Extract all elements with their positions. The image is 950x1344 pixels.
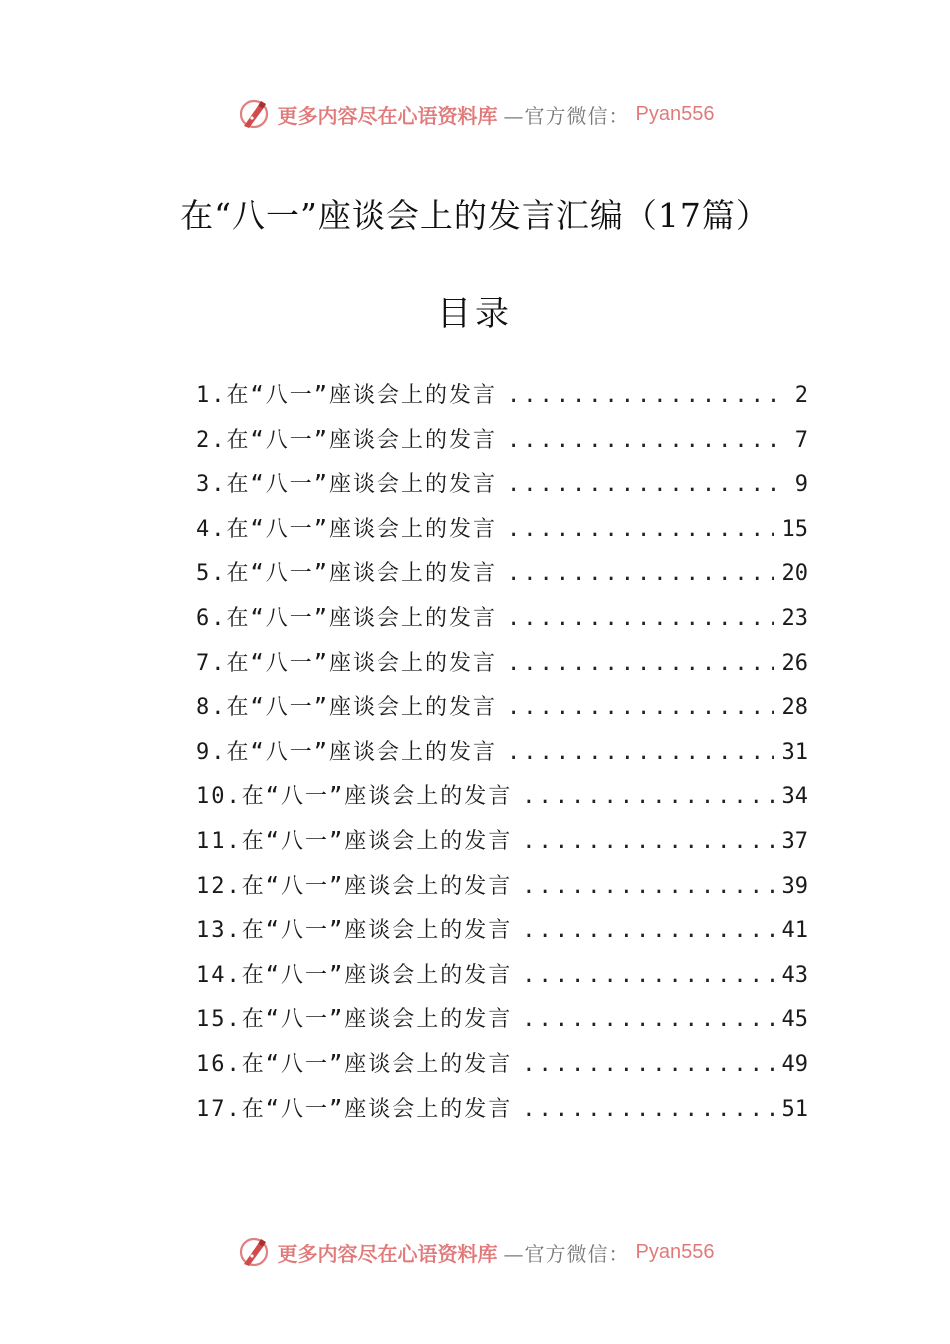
document-title: 在“八一”座谈会上的发言汇编（17篇） — [180, 196, 770, 235]
toc-entry-page: 39 — [781, 873, 808, 899]
toc-entry-page: 31 — [781, 739, 808, 765]
toc-entry-label: 17.在“八一”座谈会上的发言 — [196, 1096, 513, 1122]
footer-watermark — [0, 1234, 950, 1270]
toc-entry-label: 13.在“八一”座谈会上的发言 — [196, 918, 513, 944]
toc-leader-dots — [507, 740, 774, 765]
toc-entry[interactable] — [196, 869, 808, 914]
toc-entry[interactable] — [196, 1002, 808, 1047]
toc-leader-dots — [507, 651, 774, 676]
toc-entry-page: 23 — [781, 605, 808, 631]
toc-entry[interactable] — [196, 824, 808, 869]
toc-leader-dots — [522, 784, 773, 809]
toc-entry[interactable] — [196, 913, 808, 958]
fountain-pen-logo-icon — [236, 96, 272, 132]
toc-entry-label: 10.在“八一”座谈会上的发言 — [196, 784, 513, 810]
toc-entry-label: 1.在“八一”座谈会上的发言 — [196, 383, 497, 408]
toc-leader-dots — [522, 1052, 773, 1077]
toc-leader-dots — [507, 606, 774, 631]
toc-entry-page: 2 — [794, 383, 808, 408]
toc-entry-label: 2.在“八一”座谈会上的发言 — [196, 427, 497, 453]
toc-entry-label: 14.在“八一”座谈会上的发言 — [196, 962, 513, 988]
watermark-dash-text: —官方微信： — [503, 1241, 630, 1266]
toc-leader-dots — [522, 829, 773, 854]
toc-leader-dots — [507, 695, 774, 720]
toc-entry[interactable] — [196, 735, 808, 780]
toc-entry-label: 7.在“八一”座谈会上的发言 — [196, 650, 497, 676]
toc-entry[interactable] — [196, 423, 808, 468]
toc-entry-page: 7 — [794, 427, 808, 453]
toc-entry-page: 41 — [781, 918, 808, 944]
toc-leader-dots — [507, 472, 776, 497]
toc-entry-page: 49 — [781, 1051, 808, 1077]
watermark-id-text: Pyan556 — [635, 1240, 715, 1263]
toc-leader-dots — [507, 517, 774, 542]
toc-entry-page: 26 — [781, 650, 808, 676]
watermark-id-text: Pyan556 — [635, 102, 715, 125]
header-watermark — [0, 96, 950, 132]
watermark-main-text: 更多内容尽在心语资料库 — [277, 103, 498, 128]
toc-entry-page: 15 — [781, 516, 808, 542]
toc-entry-label: 5.在“八一”座谈会上的发言 — [196, 561, 497, 587]
toc-entry-page: 34 — [781, 784, 808, 810]
table-of-contents — [196, 378, 808, 1136]
toc-leader-dots — [507, 428, 776, 453]
toc-entry[interactable] — [196, 646, 808, 691]
toc-entry[interactable] — [196, 467, 808, 512]
toc-entry[interactable] — [196, 512, 808, 557]
toc-entry-label: 16.在“八一”座谈会上的发言 — [196, 1051, 513, 1077]
toc-entry-page: 9 — [794, 472, 808, 498]
toc-entry[interactable] — [196, 1092, 808, 1137]
toc-entry[interactable] — [196, 1047, 808, 1092]
watermark-main-text: 更多内容尽在心语资料库 — [277, 1241, 498, 1266]
toc-entry-label: 3.在“八一”座谈会上的发言 — [196, 472, 497, 498]
toc-entry-label: 4.在“八一”座谈会上的发言 — [196, 516, 497, 542]
toc-entry-page: 37 — [781, 828, 808, 854]
toc-entry[interactable] — [196, 958, 808, 1003]
toc-entry-page: 20 — [781, 561, 808, 587]
toc-entry-label: 11.在“八一”座谈会上的发言 — [196, 828, 513, 854]
toc-entry-label: 12.在“八一”座谈会上的发言 — [196, 873, 513, 899]
toc-entry-page: 45 — [781, 1007, 808, 1033]
toc-leader-dots — [522, 963, 773, 988]
toc-heading: 目录 — [437, 294, 513, 334]
toc-entry-page: 43 — [781, 962, 808, 988]
toc-entry[interactable] — [196, 556, 808, 601]
toc-entry-label: 6.在“八一”座谈会上的发言 — [196, 605, 497, 631]
toc-entry[interactable] — [196, 779, 808, 824]
toc-entry-label: 9.在“八一”座谈会上的发言 — [196, 739, 497, 765]
fountain-pen-logo-icon — [236, 1234, 272, 1270]
toc-entry-label: 15.在“八一”座谈会上的发言 — [196, 1007, 513, 1033]
toc-entry-page: 51 — [781, 1096, 808, 1122]
toc-entry-page: 28 — [781, 695, 808, 721]
toc-entry-label: 8.在“八一”座谈会上的发言 — [196, 695, 497, 721]
toc-entry[interactable] — [196, 601, 808, 646]
toc-leader-dots — [507, 561, 774, 586]
toc-entry[interactable] — [196, 378, 808, 423]
toc-entry[interactable] — [196, 690, 808, 735]
toc-leader-dots — [522, 874, 773, 899]
toc-leader-dots — [522, 1097, 773, 1122]
watermark-dash-text: —官方微信： — [503, 103, 630, 128]
toc-leader-dots — [522, 1007, 773, 1032]
toc-leader-dots — [507, 383, 776, 408]
toc-leader-dots — [522, 918, 773, 943]
